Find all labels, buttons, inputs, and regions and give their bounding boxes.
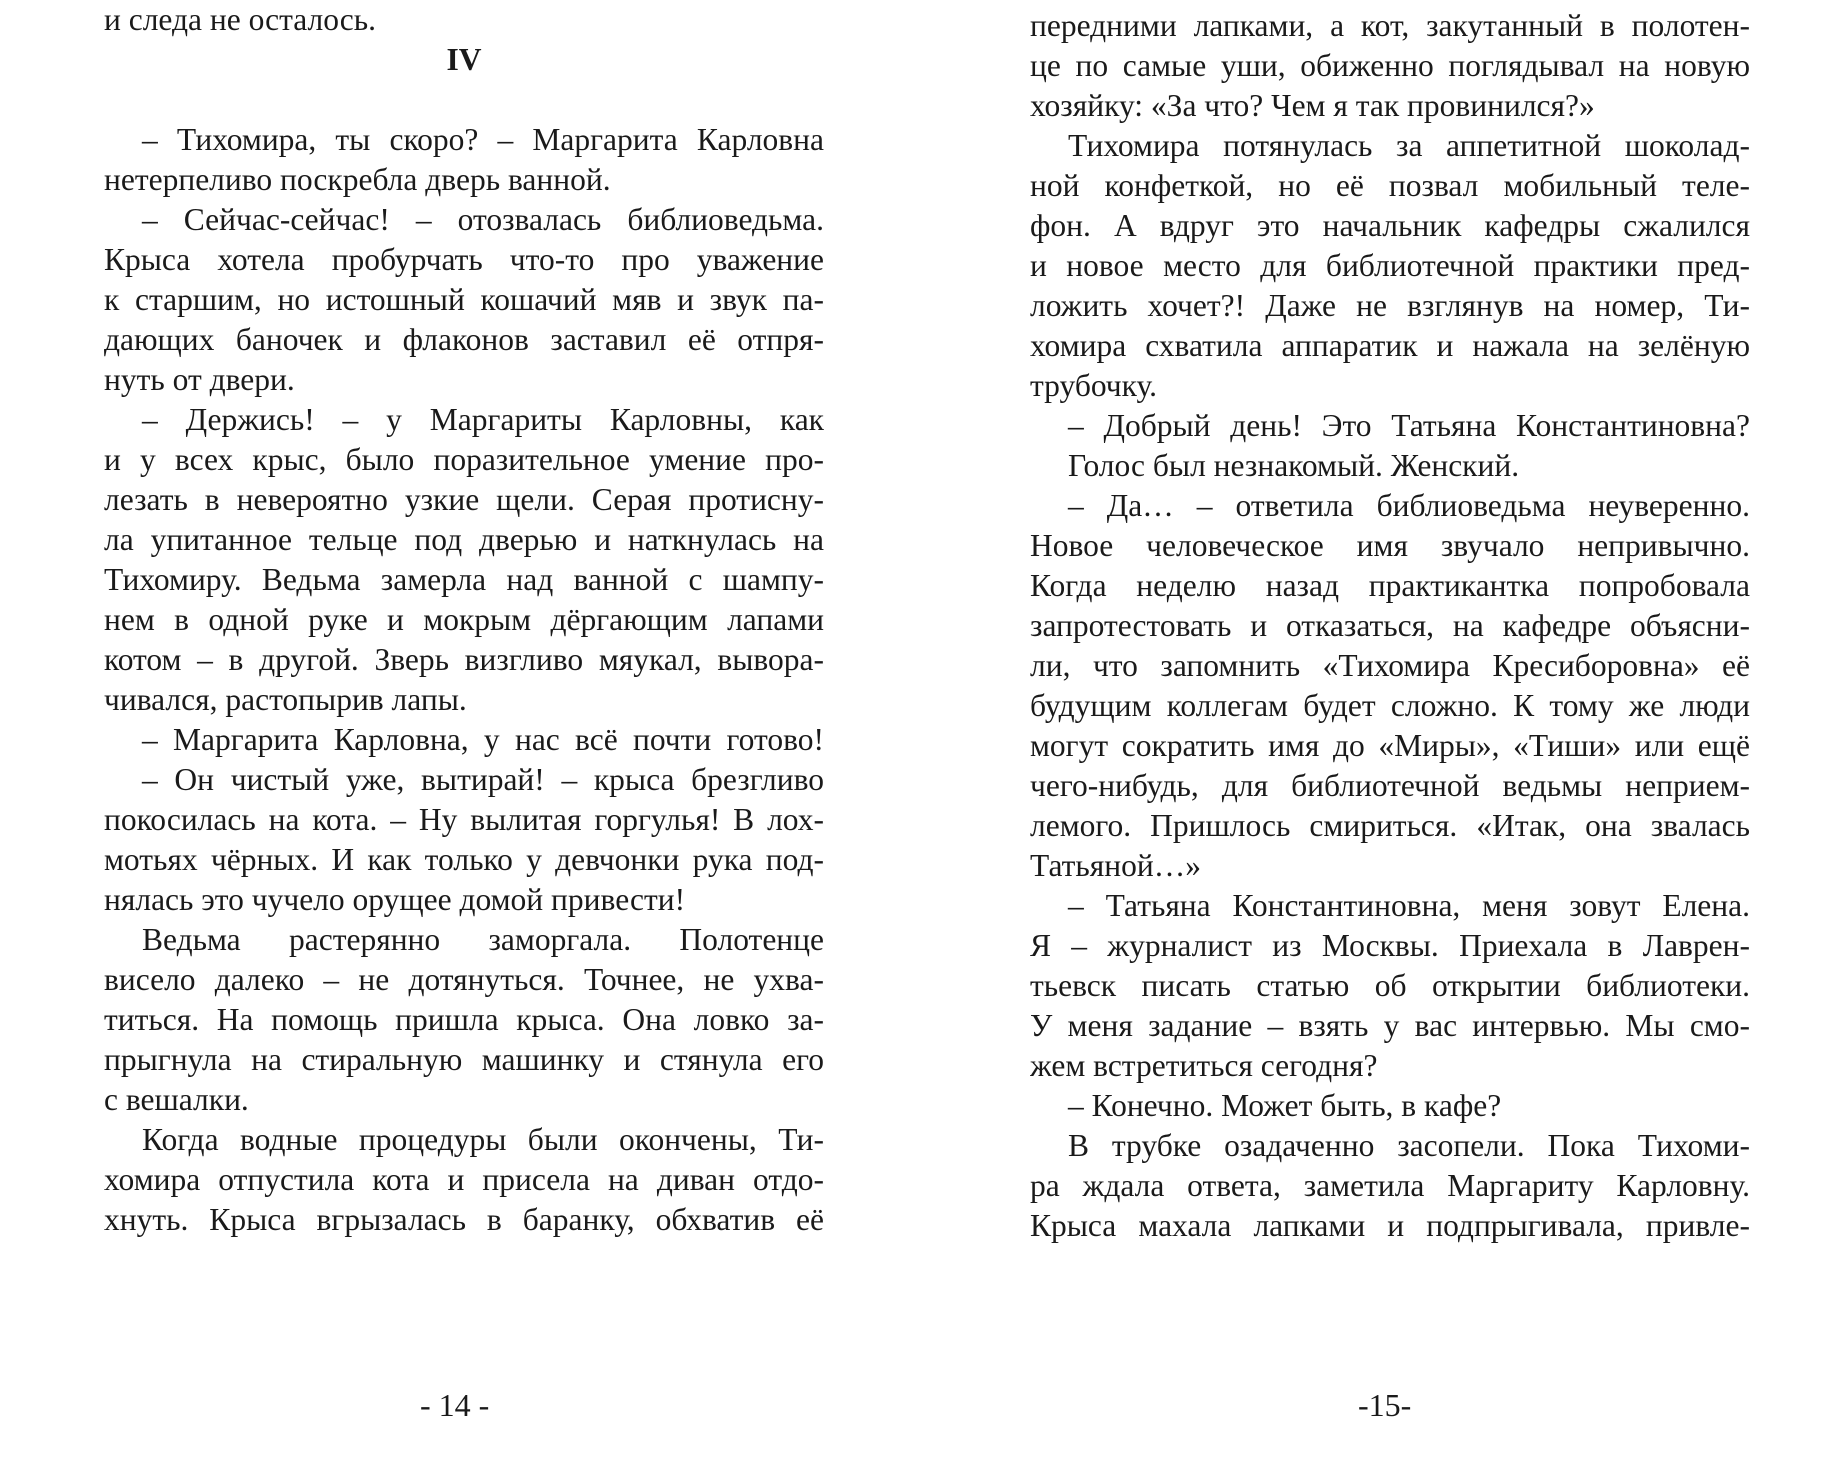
left-page-text	[104, 0, 824, 1240]
text-line: – Сейчас-сейчас! – отозвалась библиоведьма.	[142, 202, 824, 237]
text-line: и следа не осталось.	[104, 2, 376, 37]
text-line: Тихомиру. Ведьма замерла над ванной с шампу-	[104, 562, 824, 597]
text-line: – Он чистый уже, вытирай! – крыса брезгливо	[142, 762, 824, 797]
text-line: висело далеко – не дотянуться. Точнее, не ухва-	[104, 962, 824, 997]
text-line: лемого. Пришлось смириться. «Итак, она звалась	[1030, 808, 1750, 843]
text-line: хомира схватила аппаратик и нажала на зелёную	[1030, 328, 1750, 363]
left-page	[104, 0, 824, 1240]
text-line: ли, что запомнить «Тихомира Кресиборовна» её	[1030, 648, 1750, 683]
text-line: лезать в невероятно узкие щели. Серая протисну-	[104, 482, 824, 517]
text-line: хозяйку: «За что? Чем я так провинился?»	[1030, 88, 1595, 123]
text-line: чего-нибудь, для библиотечной ведьмы неприем-	[1030, 768, 1750, 803]
text-line: хнуть. Крыса вгрызалась в баранку, обхватив её	[104, 1202, 824, 1237]
text-line: Ведьма растерянно заморгала. Полотенце	[142, 922, 824, 957]
text-line: ла упитанное тельце под дверью и наткнулась на	[104, 522, 824, 557]
right-page	[1030, 6, 1750, 1246]
text-line: дающих баночек и флаконов заставил её отпря-	[104, 322, 824, 357]
text-line: Крыса махала лапками и подпрыгивала, привле-	[1030, 1208, 1750, 1243]
text-line: хомира отпустила кота и присела на диван отдо-	[104, 1162, 824, 1197]
left-page-number: - 14 -	[420, 1387, 490, 1423]
text-line: Когда водные процедуры были окончены, Ти-	[142, 1122, 824, 1157]
text-line: жем встретиться сегодня?	[1030, 1048, 1378, 1083]
text-line: нетерпеливо поскребла дверь ванной.	[104, 162, 611, 197]
text-line: прыгнула на стиральную машинку и стянула его	[104, 1042, 824, 1077]
text-line: запротестовать и отказаться, на кафедре объясни-	[1030, 608, 1750, 643]
text-line: нуть от двери.	[104, 362, 295, 397]
text-line: ложить хочет?! Даже не взглянув на номер, Ти-	[1030, 288, 1750, 323]
text-line: Голос был незнакомый. Женский.	[1068, 448, 1520, 483]
text-line: Когда неделю назад практикантка попробовала	[1030, 568, 1750, 603]
text-line: Новое человеческое имя звучало непривычно.	[1030, 528, 1750, 563]
text-line: – Держись! – у Маргариты Карловны, как	[142, 402, 824, 437]
text-line: Крыса хотела пробурчать что-то про уважение	[104, 242, 824, 277]
text-line: и у всех крыс, было поразительное умение про-	[104, 442, 824, 477]
text-line: – Маргарита Карловна, у нас всё почти готово!	[142, 722, 824, 757]
text-line: покосилась на кота. – Ну вылитая горгулья! В лох-	[104, 802, 824, 837]
text-line: Я – журналист из Москвы. Приехала в Лаврен-	[1030, 928, 1750, 963]
text-line: – Тихомира, ты скоро? – Маргарита Карловна	[142, 122, 824, 157]
text-line: це по самые уши, обиженно поглядывал на новую	[1030, 48, 1750, 83]
text-line: – Добрый день! Это Татьяна Константиновна?	[1068, 408, 1750, 443]
text-line: будущим коллегам будет сложно. К тому же люди	[1030, 688, 1750, 723]
text-line: передними лапками, а кот, закутанный в полотен-	[1030, 8, 1750, 43]
text-line: титься. На помощь пришла крыса. Она ловко за-	[104, 1002, 824, 1037]
text-line: IV	[446, 42, 482, 77]
text-line: ра ждала ответа, заметила Маргариту Карловну.	[1030, 1168, 1750, 1203]
text-line: трубочку.	[1030, 368, 1157, 403]
text-line: к старшим, но истошный кошачий мяв и звук па-	[104, 282, 824, 317]
text-line: У меня задание – взять у вас интервью. Мы смо-	[1030, 1008, 1750, 1043]
right-page-number: -15-	[1358, 1387, 1412, 1423]
text-line: могут сократить имя до «Миры», «Тиши» или ещё	[1030, 728, 1750, 763]
text-line: – Конечно. Может быть, в кафе?	[1068, 1088, 1502, 1123]
text-line: и новое место для библиотечной практики пред-	[1030, 248, 1750, 283]
text-line: чивался, растопырив лапы.	[104, 682, 467, 717]
text-line: Тихомира потянулась за аппетитной шоколад-	[1068, 128, 1750, 163]
text-line: тьевск писать статью об открытии библиотеки.	[1030, 968, 1750, 1003]
text-line: В трубке озадаченно засопели. Пока Тихоми-	[1068, 1128, 1750, 1163]
right-page-text	[1030, 6, 1750, 1246]
text-line: с вешалки.	[104, 1082, 249, 1117]
text-line	[104, 80, 824, 120]
text-line: ной конфеткой, но её позвал мобильный теле-	[1030, 168, 1750, 203]
text-line: нялась это чучело орущее домой привести!	[104, 882, 686, 917]
text-line: – Татьяна Константиновна, меня зовут Елена.	[1068, 888, 1750, 923]
text-line: фон. А вдруг это начальник кафедры сжалился	[1030, 208, 1750, 243]
text-line: нем в одной руке и мокрым дёргающим лапами	[104, 602, 824, 637]
text-line: котом – в другой. Зверь визгливо мяукал, вывора-	[104, 642, 824, 677]
text-line: – Да… – ответила библиоведьма неуверенно.	[1068, 488, 1750, 523]
text-line: мотьях чёрных. И как только у девчонки рука под-	[104, 842, 824, 877]
text-line: Татьяной…»	[1030, 848, 1201, 883]
